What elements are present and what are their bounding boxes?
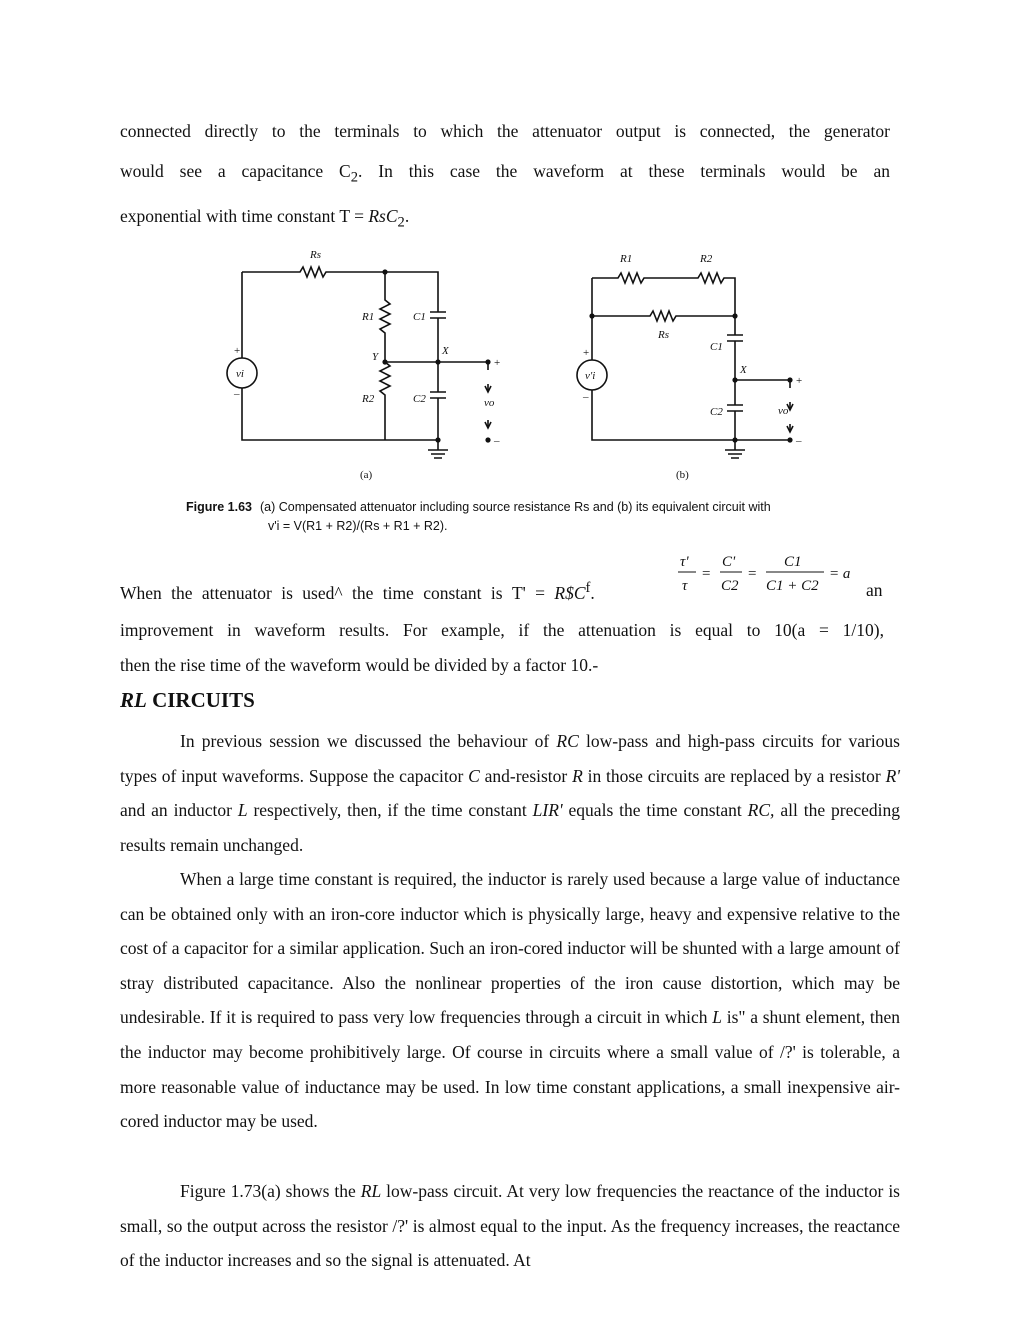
label-b-c1: C1 (710, 341, 723, 353)
label-a-node-x: X (442, 345, 449, 357)
paragraph-rl-lowpass (120, 1174, 900, 1278)
label-b-r1: R1 (620, 253, 633, 265)
label-a-r2: R2 (362, 393, 375, 405)
formula-time-constant (672, 550, 862, 600)
para1-segment: R (572, 765, 583, 786)
label-a-r1: R1 (362, 311, 375, 323)
para3-segment: Figure 1.73(a) shows the (180, 1181, 361, 1201)
circuit-a (227, 267, 491, 458)
attenuator-line-1: When the attenuator is used^ the time constant is $T' = R\$C^f$. (120, 580, 595, 603)
svg-text:=: = (702, 566, 711, 582)
formula-c1c2: C1 + C2 (766, 578, 819, 594)
label-b-out: vo (778, 405, 789, 417)
paragraph-rc-replacement (120, 724, 900, 862)
section-heading: RL CIRCUITS (120, 688, 255, 712)
para2-segment: L (712, 1007, 722, 1028)
para1-segment: in those circuits are replaced by a resistor (582, 765, 886, 786)
label-b-plus: + (583, 347, 590, 359)
formula-c1: C1 (784, 554, 802, 570)
para1-segment: low-pass and high-pass circuits for various types of input waveforms. Suppose the capacitor (120, 731, 900, 786)
label-a-minus: – (234, 388, 240, 400)
label-b-source: v'i (585, 370, 596, 382)
para1-segment: LIR' (532, 800, 563, 821)
label-a-c1: C1 (413, 311, 426, 323)
svg-text:=: = (748, 566, 757, 582)
label-b-tag: (b) (676, 469, 689, 481)
para1-segment: RC (556, 731, 579, 751)
para1-segment: and an inductor (120, 800, 238, 821)
label-b-rs: Rs (658, 329, 669, 341)
attenuator-line-3: then the rise time of the waveform would be divided by a factor 10.- (120, 655, 599, 675)
para1-segment: R' (885, 765, 900, 786)
para1-segment: In previous session we discussed the behaviour of (180, 731, 557, 751)
label-a-out-minus: – (494, 435, 500, 447)
formula-tau-prime: τ' (680, 554, 689, 570)
para3-segment: low-pass circuit. At very low frequencies the reactance of the inductor is small, so the output across the resistor /?' is almost equal to the input. As the frequency increases, the reactance of the inductor increases and so the signal is attenuated. At (120, 1181, 900, 1271)
label-a-out-plus: + (494, 357, 501, 369)
intro-line-1: connected directly to the terminals to which the attenuator output is connected, the generator (120, 121, 890, 141)
para1-segment: RC, (747, 800, 775, 821)
attenuator-line-2: improvement in waveform results. For example, if the attenuation is equal to 10(a = 1/10), (120, 620, 884, 640)
para1-segment: C (468, 765, 480, 786)
para2-segment: When a large time constant is required, the inductor is rarely used because a large value of inductance can be obtained only with an iron-core inductor which is physically large, heavy and expensive relative to the cost of a capacitor for a similar application. Such an iron-cored inductor will be shunted with a large amount of stray distributed capacitance. Also the nonlinear properties of the iron cause distortion, which may be undesirable. If it is required to pass very low frequencies through a circuit in which (120, 869, 900, 1028)
para1-segment: L (237, 800, 248, 821)
label-a-plus: + (234, 345, 241, 357)
label-b-c2: C2 (710, 406, 723, 418)
circuit-b (577, 273, 793, 458)
para1-segment: equals the time constant (562, 800, 748, 821)
para3-segment: RL (360, 1181, 382, 1201)
para1-segment: and-resistor (479, 765, 573, 786)
figure-caption (186, 498, 846, 536)
formula-equals-a: = a (829, 566, 851, 582)
label-b-node-x: X (740, 364, 747, 376)
label-a-c2: C2 (413, 393, 426, 405)
para2-segment: is" a shunt element, then the inductor may become prohibitively large. Of course in circuits where a small value of /?' is tolerable, a more reasonable value of inductance may be used. In low time constant applications, a small inexpensive air-cored inductor may be used. (120, 1007, 900, 1132)
caption-text: (a) Compensated attenuator including source resistance Rs and (b) its equivalent circuit with (260, 500, 771, 514)
caption-lead: Figure 1.63 (186, 500, 252, 514)
label-a-tag: (a) (360, 469, 373, 481)
formula-c-prime: C' (722, 554, 736, 570)
label-b-out-minus: – (796, 435, 802, 447)
formula-c2: C2 (721, 578, 739, 594)
label-a-source: vi (236, 368, 244, 380)
intro-line-3: exponential with time constant T = RsC$_2$. (120, 206, 410, 231)
figure-circuits (180, 240, 860, 540)
attenuator-an: an (866, 580, 883, 600)
intro-line-2: would see a capacitance $C_2$. In this case the waveform at these terminals would be an (120, 161, 890, 186)
para1-segment: all the preceding results remain unchanged. (120, 800, 900, 855)
label-b-minus: – (583, 391, 589, 403)
formula-tau: τ (682, 578, 688, 594)
circuit-diagram (180, 240, 860, 490)
label-b-out-plus: + (796, 375, 803, 387)
para1-segment: respectively, then, if the time constant (247, 800, 533, 821)
label-a-rs: Rs (310, 249, 321, 261)
caption-text-2: v'i = V(R1 + R2)/(Rs + R1 + R2). (268, 519, 448, 533)
label-b-r2: R2 (700, 253, 713, 265)
paragraph-large-time-constant (120, 862, 900, 1139)
label-a-node-y: Y (372, 351, 379, 363)
label-a-out: vo (484, 397, 495, 409)
